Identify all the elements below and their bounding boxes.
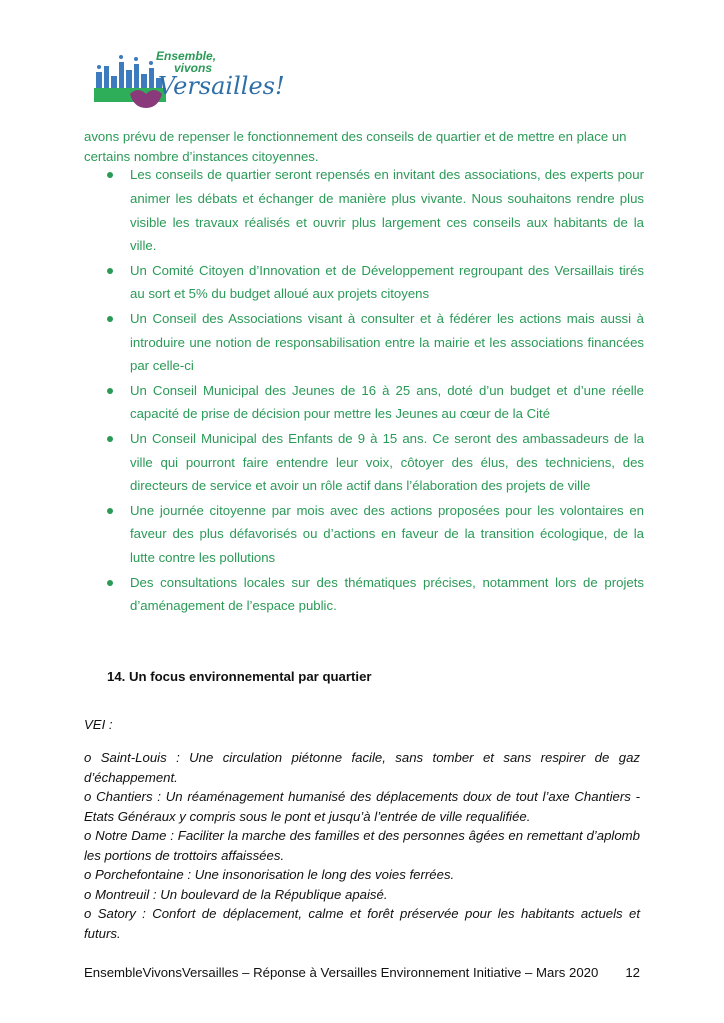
bullet-dot-icon bbox=[107, 268, 113, 274]
neighborhood-item: o Notre Dame : Faciliter la marche des familles et des personnes âgées en remettant d’aplomb les portions de trottoirs affaissées. bbox=[84, 828, 640, 863]
section-heading: 14. Un focus environnemental par quartier bbox=[107, 669, 372, 684]
bullet-item: Des consultations locales sur des thématiques précises, notamment lors de projets d’aménagement de l’espace public. bbox=[84, 571, 644, 619]
neighborhood-item: o Satory : Confort de déplacement, calme et forêt préservée pour les habitants actuels et futurs. bbox=[84, 906, 640, 941]
logo-text-ensemble: Ensemble, bbox=[156, 49, 217, 63]
bullet-list bbox=[84, 163, 644, 619]
bullet-item: Les conseils de quartier seront repensés en invitant des associations, des experts pour animer les débats et échanger de manière plus vivante. Nous souhaitons rendre plus visible les travaux réalisés et ouvrir plus largement ces conseils aux habitants de la ville. bbox=[84, 163, 644, 258]
bullet-dot-icon bbox=[107, 436, 113, 442]
logo-text-versailles: Versailles! bbox=[158, 72, 285, 100]
bullet-item: Un Conseil Municipal des Enfants de 9 à 15 ans. Ce seront des ambassadeurs de la ville qui pourront faire entendre leur voix, côtoyer des élus, des techniciens, des directeurs de service et avoir un rôle actif dans l’élaboration des projets de ville bbox=[84, 427, 644, 498]
bullet-dot-icon bbox=[107, 580, 113, 586]
bullet-item: Une journée citoyenne par mois avec des actions proposées pour les volontaires en faveur des plus défavorisés ou d’actions en faveur de la transition écologique, de la lutte contre les pollutions bbox=[84, 499, 644, 570]
neighborhood-item: o Porchefontaine : Une insonorisation le long des voies ferrées. bbox=[84, 867, 455, 882]
logo bbox=[92, 49, 285, 110]
neighborhood-item: o Montreuil : Un boulevard de la République apaisé. bbox=[84, 886, 388, 902]
footer-text: EnsembleVivonsVersailles – Réponse à Versailles Environnement Initiative – Mars 2020 bbox=[84, 965, 599, 980]
page-footer bbox=[84, 965, 640, 980]
logo-text-vivons: vivons bbox=[174, 61, 213, 75]
bullet-dot-icon bbox=[107, 508, 113, 514]
bullet-item: Un Conseil des Associations visant à consulter et à fédérer les actions mais aussi à introduire une notion de responsabilisation entre la mairie et les associations financées par celle-ci bbox=[84, 307, 644, 378]
page-number: 12 bbox=[625, 965, 640, 980]
bullet-dot-icon bbox=[107, 316, 113, 322]
bullet-dot-icon bbox=[107, 388, 113, 394]
vei-label: VEI : bbox=[84, 717, 113, 732]
bullet-dot-icon bbox=[107, 172, 113, 178]
neighborhood-list bbox=[84, 748, 640, 943]
neighborhood-item: o Saint-Louis : Une circulation piétonne facile, sans tomber et sans respirer de gaz d’échappement. bbox=[84, 750, 640, 785]
intro-paragraph: avons prévu de repenser le fonctionnement des conseils de quartier et de mettre en place un certains nombre d’instances citoyennes. bbox=[84, 129, 627, 164]
neighborhood-item: o Chantiers : Un réaménagement humanisé des déplacements doux de tout l’axe Chantiers - Etats Généraux y compris sous le pont et jusqu’à l’entrée de ville requalifiée. bbox=[84, 789, 640, 824]
bullet-item: Un Comité Citoyen d’Innovation et de Développement regroupant des Versaillais tirés au sort et 5% du budget alloué aux projets citoyens bbox=[84, 259, 644, 307]
bullet-item: Un Conseil Municipal des Jeunes de 16 à 25 ans, doté d’un budget et d’une réelle capacité de prise de décision pour mettre les Jeunes au cœur de la Cité bbox=[84, 379, 644, 427]
